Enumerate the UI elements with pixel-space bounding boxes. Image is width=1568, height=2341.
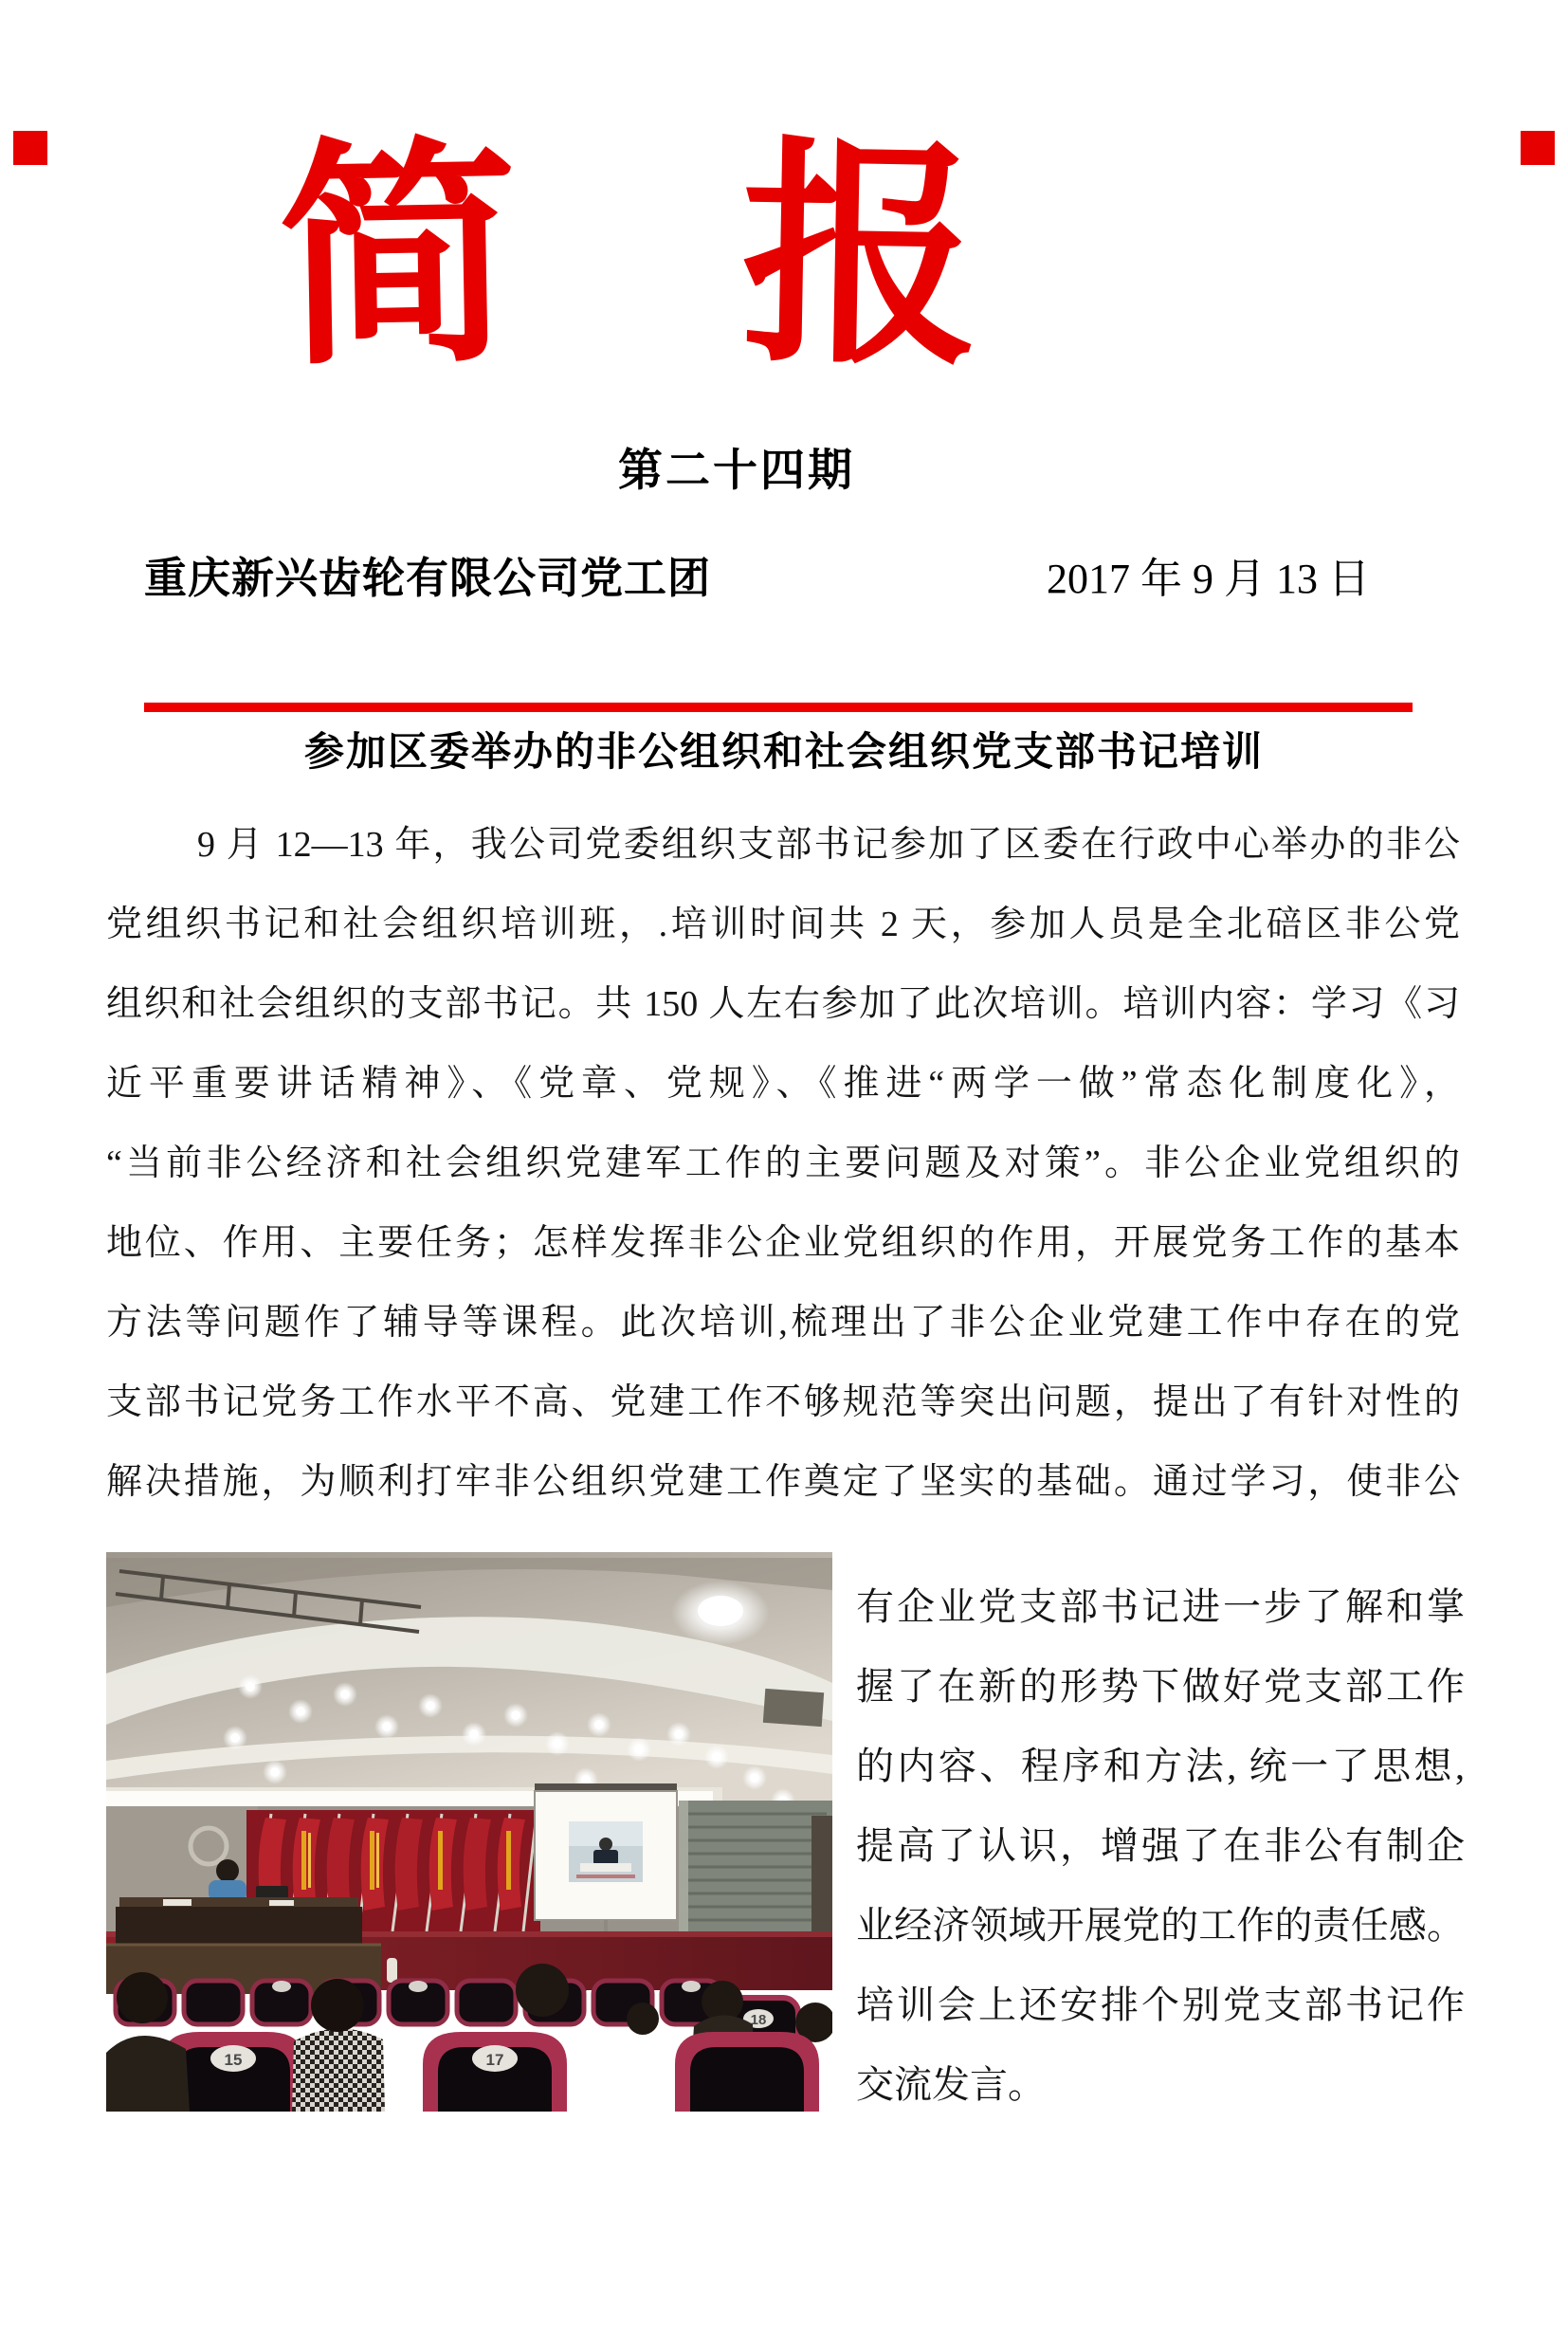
text-line: 有企业党支部书记进一步了解和掌 bbox=[856, 1585, 1465, 1628]
text-line: 近平重要讲话精神》、《党章、党规》、《推进“两学一做”常态化制度化》， bbox=[106, 1064, 1460, 1104]
text-line: 培训会上还安排个别党支部书记作 bbox=[856, 1984, 1465, 2026]
corner-mark-right bbox=[1521, 131, 1555, 165]
text-line: 的内容、程序和方法, 统一了思想, bbox=[856, 1745, 1465, 1787]
audience bbox=[106, 1964, 832, 2112]
text-line: 解决措施，为顺利打牢非公组织党建工作奠定了坚实的基础。通过学习，使非公 bbox=[106, 1462, 1460, 1502]
ceiling-vent bbox=[763, 1689, 824, 1727]
publisher-row bbox=[144, 552, 1370, 606]
front-seat-row bbox=[161, 2032, 819, 2112]
text-line: 9 月 12—13 年，我公司党委组织支部书记参加了区委在行政中心举办的非公 bbox=[197, 825, 1460, 865]
red-divider-rule bbox=[144, 703, 1413, 712]
text-line: 地位、作用、主要任务；怎样发挥非公企业党组织的作用，开展党务工作的基本 bbox=[106, 1223, 1460, 1263]
text-line: 支部书记党务工作水平不高、党建工作不够规范等突出问题，提出了有针对性的 bbox=[106, 1382, 1460, 1422]
article-body-continued bbox=[856, 1552, 1465, 2125]
article-body bbox=[106, 805, 1460, 1522]
seat-right bbox=[675, 2032, 819, 2112]
masthead-title bbox=[0, 113, 1568, 399]
text-line: “当前非公经济和社会组织党建军工作的主要问题及对策”。非公企业党组织的 bbox=[106, 1143, 1460, 1183]
photo-row bbox=[106, 1552, 1568, 2125]
seat-number-badge: 18 bbox=[750, 2012, 767, 2028]
text-line: 组织和社会组织的支部书记。共 150 人左右参加了此次培训。培训内容：学习《习 bbox=[106, 984, 1460, 1024]
water-bottle bbox=[387, 1958, 397, 1983]
seat-number-badge: 15 bbox=[224, 2051, 243, 2069]
issue-date: 2017 年 9 月 13 日 bbox=[1047, 556, 1370, 602]
masthead-char-jian: 简 bbox=[276, 113, 520, 399]
speaker bbox=[216, 1859, 239, 1882]
text-line: 交流发言。 bbox=[856, 2063, 1046, 2106]
training-photo bbox=[106, 1552, 832, 2112]
text-line: 方法等问题作了辅导等课程。此次培训,梳理出了非公企业党建工作中存在的党 bbox=[106, 1303, 1460, 1343]
seat-number-badge: 17 bbox=[485, 2051, 504, 2069]
bulletin-page bbox=[0, 113, 1568, 2125]
article-title: 参加区委举办的非公组织和社会组织党支部书记培训 bbox=[303, 729, 1264, 774]
text-line: 握了在新的形势下做好党支部工作 bbox=[856, 1665, 1465, 1708]
publisher-name: 重庆新兴齿轮有限公司党工团 bbox=[144, 555, 712, 602]
text-line: 党组织书记和社会组织培训班，.培训时间共 2 天，参加人员是全北碚区非公党 bbox=[106, 905, 1460, 944]
text-line: 提高了认识，增强了在非公有制企 bbox=[856, 1824, 1465, 1867]
issue-number: 第二十四期 bbox=[618, 445, 855, 495]
text-line: 业经济领域开展党的工作的责任感。 bbox=[856, 1904, 1465, 1947]
masthead-char-bao: 报 bbox=[738, 113, 983, 399]
ceiling bbox=[106, 1552, 832, 1813]
right-wall bbox=[679, 1801, 832, 1943]
checkered-shirt-person bbox=[292, 2028, 385, 2112]
corner-mark-left bbox=[13, 131, 47, 165]
seat-17 bbox=[423, 2032, 567, 2112]
audience-member bbox=[106, 2036, 190, 2112]
side-door bbox=[811, 1816, 832, 1939]
